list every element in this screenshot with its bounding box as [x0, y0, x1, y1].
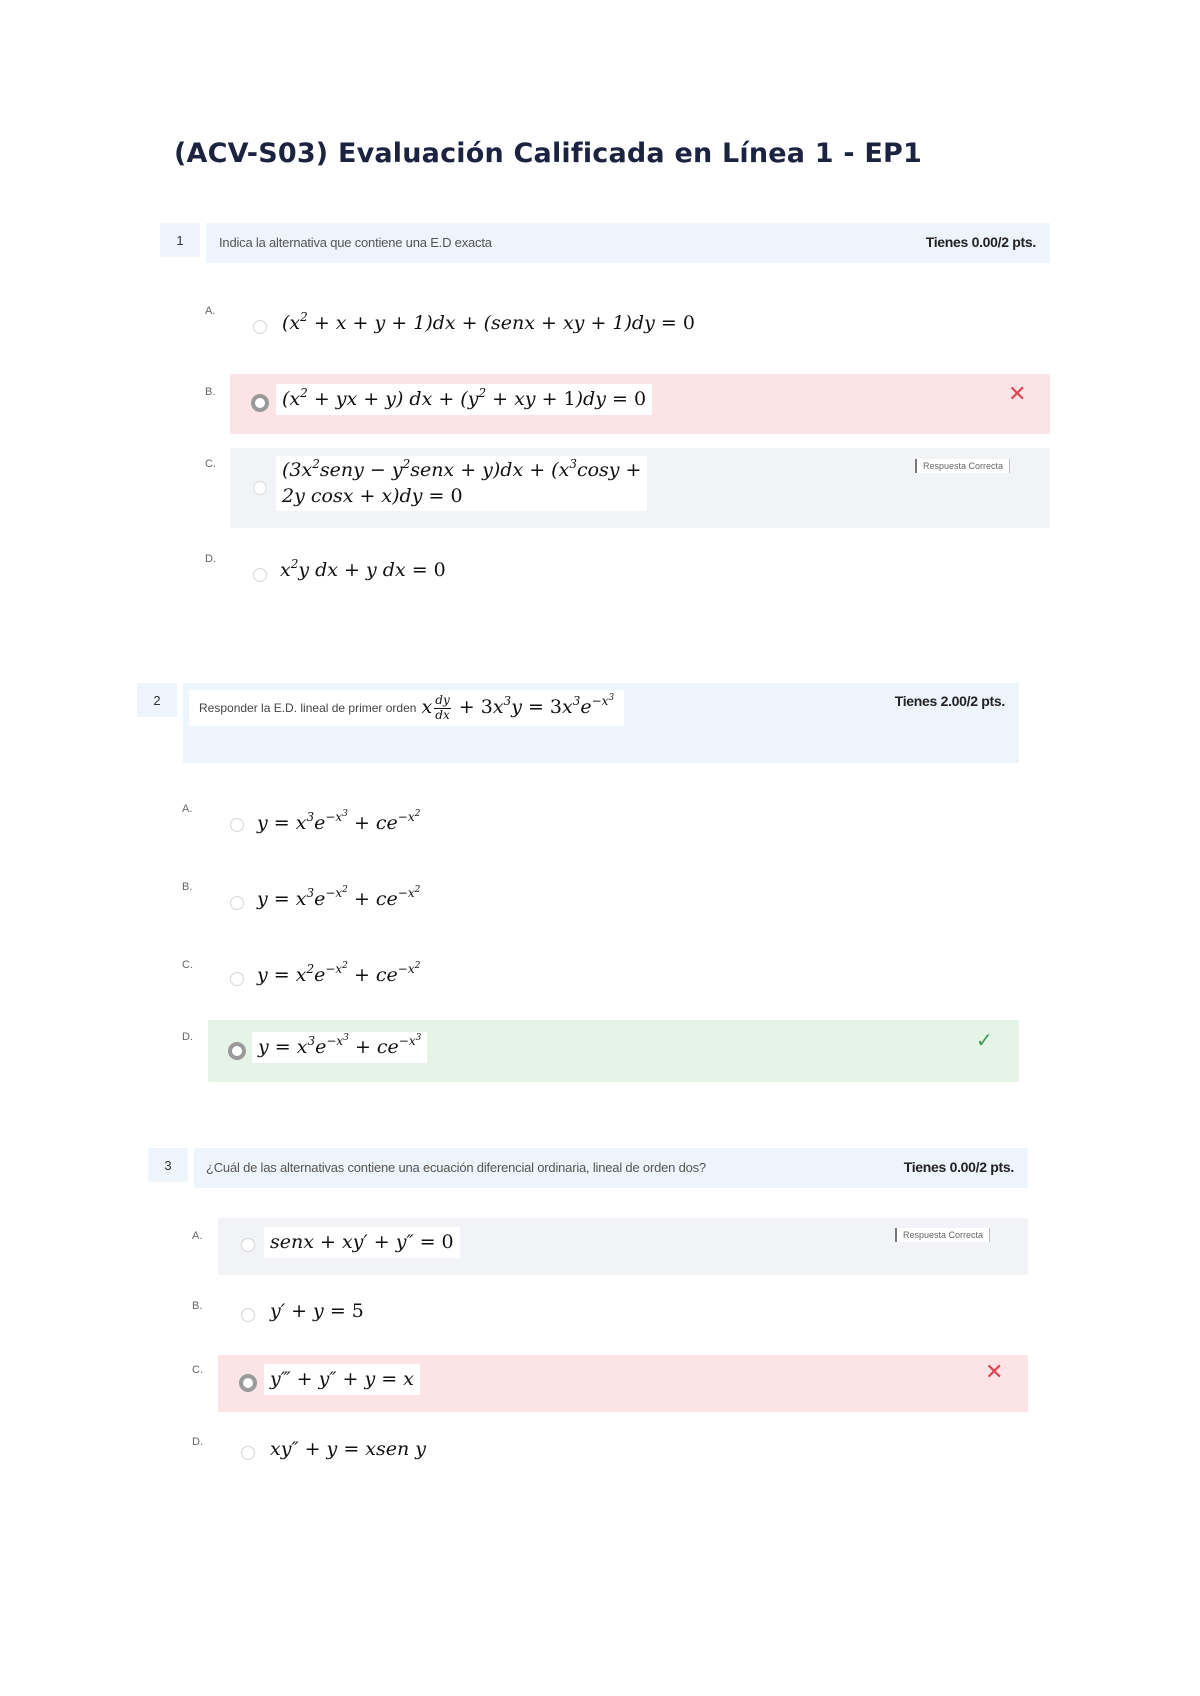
question-header — [206, 223, 1050, 263]
option-letter: A. — [182, 803, 193, 815]
question-text: Responder la E.D. lineal de primer orden — [199, 700, 417, 715]
radio-icon[interactable] — [241, 1238, 255, 1252]
option-text[interactable]: $x^2y$ dx + y dx = 0 — [280, 557, 446, 581]
option-text[interactable]: $y = x^3e^{-x^2} + ce^{-x^2}$ — [257, 885, 421, 910]
question-number: 3 — [148, 1148, 188, 1182]
correct-answer-badge: Respuesta Correcta — [895, 1228, 990, 1242]
option-letter: C. — [192, 1364, 203, 1376]
option-text[interactable]: $(x^2 + x + y + 1)dx$ + (senx + xy + 1)dy = 0 — [282, 310, 695, 334]
radio-icon[interactable] — [251, 394, 269, 412]
option-letter: C. — [205, 458, 216, 470]
option-letter: C. — [182, 959, 193, 971]
option-letter: D. — [205, 553, 216, 565]
option-text[interactable]: senx + xy′ + y″ = 0 — [264, 1227, 460, 1258]
radio-icon[interactable] — [239, 1374, 257, 1392]
question-points: Tienes 2.00/2 pts. — [894, 693, 1005, 709]
option-letter: A. — [192, 1230, 203, 1242]
option-letter: D. — [182, 1031, 193, 1043]
radio-icon[interactable] — [230, 972, 244, 986]
option-letter: B. — [192, 1300, 203, 1312]
radio-icon[interactable] — [253, 481, 267, 495]
option-letter: B. — [182, 881, 193, 893]
option-letter: A. — [205, 305, 216, 317]
option-letter: D. — [192, 1436, 203, 1448]
close-icon: ✕ — [985, 1360, 1004, 1385]
radio-icon[interactable] — [228, 1042, 246, 1060]
check-icon: ✓ — [976, 1028, 993, 1052]
radio-icon[interactable] — [253, 320, 267, 334]
correct-answer-badge: Respuesta Correcta — [915, 459, 1010, 473]
option-text[interactable]: $y = x^3e^{-x^3} + ce^{-x^3}$ — [252, 1032, 427, 1063]
question-points: Tienes 0.00/2 pts. — [903, 1159, 1014, 1175]
question-number: 1 — [160, 223, 200, 257]
radio-icon[interactable] — [230, 818, 244, 832]
question-equation: x $\frac{dy}{dx}$ + $3x^3y = 3x^3e^{-x^3}$ — [421, 693, 615, 722]
option-text[interactable]: xy″ + y = xsen y — [270, 1438, 426, 1460]
radio-icon[interactable] — [241, 1308, 255, 1322]
option-text[interactable]: ($3x^2seny$ − $y^2senx + y)dx + (x^3\cos y$ + 2y cosx + x)dy = 0 — [276, 456, 647, 511]
question-header — [194, 1148, 1028, 1188]
option-text[interactable]: $y = x^3e^{-x^3} + ce^{-x^2}$ — [257, 809, 421, 834]
question-number: 2 — [137, 683, 177, 717]
option-text[interactable]: $y = x^2e^{-x^2} + ce^{-x^2}$ — [257, 961, 421, 986]
radio-icon[interactable] — [241, 1446, 255, 1460]
option-text[interactable]: y′ + y = 5 — [270, 1300, 364, 1322]
radio-icon[interactable] — [253, 568, 267, 582]
question-text-box — [189, 690, 624, 726]
question-text: Indica la alternativa que contiene una E.D exacta — [219, 235, 492, 250]
question-text: ¿Cuál de las alternativas contiene una ecuación diferencial ordinaria, lineal de orden dos? — [206, 1160, 706, 1175]
option-letter: B. — [205, 386, 216, 398]
radio-icon[interactable] — [230, 896, 244, 910]
close-icon: ✕ — [1008, 382, 1027, 407]
question-points: Tienes 0.00/2 pts. — [925, 234, 1036, 250]
option-text[interactable]: y‴ + y″ + y = x — [264, 1364, 420, 1395]
option-text[interactable]: ($x^2$ + yx + y) dx + ($y^2$ + xy + 1)dy = 0 — [276, 384, 652, 415]
page-title: (ACV-S03) Evaluación Calificada en Línea 1 - EP1 — [174, 138, 923, 169]
